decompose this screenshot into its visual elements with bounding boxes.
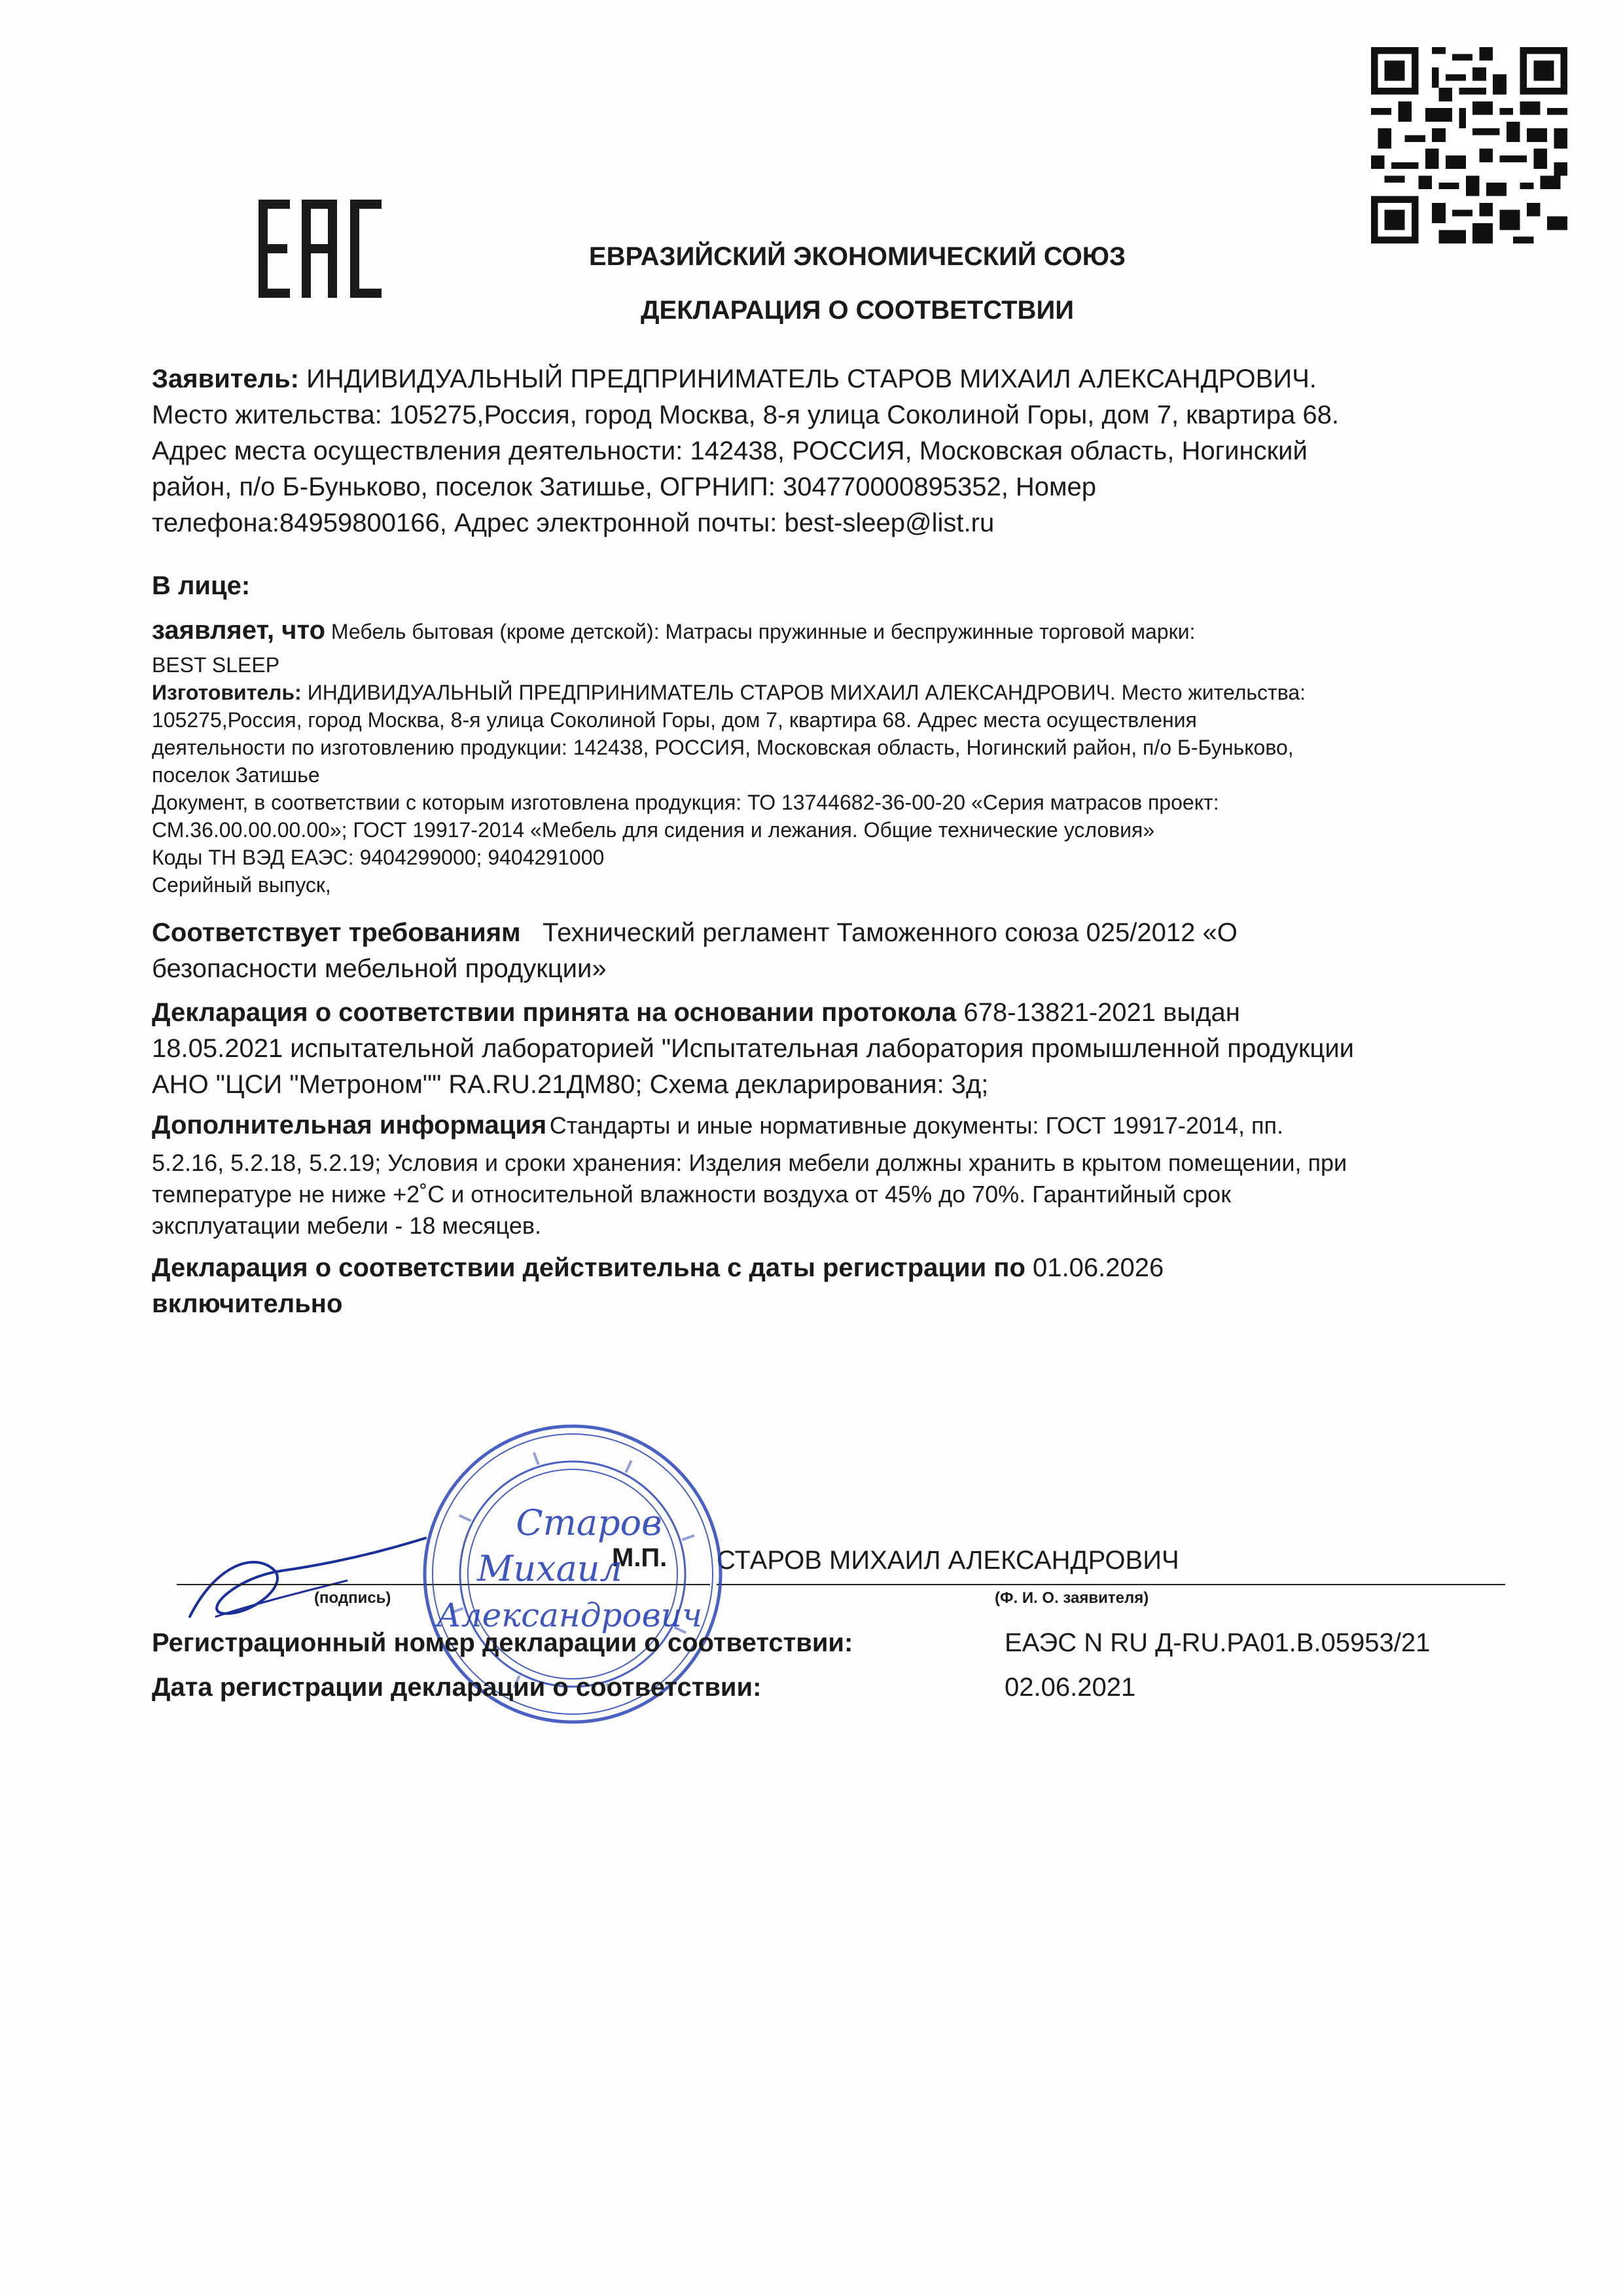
additional-label: Дополнительная информация xyxy=(152,1111,547,1139)
standard-document-cont: СМ.36.00.00.00.00»; ГОСТ 19917-2014 «Мебель для сидения и лежания. Общие технические условия» xyxy=(152,818,1155,842)
applicant-address-cont: район, п/о Б-Буньково, поселок Затишье, ОГРНИП: 304770000895352, Номер xyxy=(152,473,1097,501)
additional-standards: Стандарты и иные нормативные документы: ГОСТ 19917-2014, пп. xyxy=(549,1112,1283,1139)
validity-block xyxy=(152,1250,1513,1322)
hs-codes: Коды ТН ВЭД ЕАЭС: 9404299000; 9404291000 xyxy=(152,846,605,869)
union-title: ЕВРАЗИЙСКИЙ ЭКОНОМИЧЕСКИЙ СОЮЗ xyxy=(588,242,1126,271)
applicant-block xyxy=(152,361,1513,541)
manufacturer-label: Изготовитель: xyxy=(152,681,302,704)
additional-block xyxy=(152,1109,1513,1242)
applicant-name: ИНДИВИДУАЛЬНЫЙ ПРЕДПРИНИМАТЕЛЬ СТАРОВ МИХАИЛ АЛЕКСАНДРОВИЧ. xyxy=(306,365,1317,393)
compliance-block xyxy=(152,915,1513,987)
applicant-contacts: телефона:84959800166, Адрес электронной почты: best-sleep@list.ru xyxy=(152,509,995,537)
applicant-full-name: СТАРОВ МИХАИЛ АЛЕКСАНДРОВИЧ xyxy=(717,1546,1179,1575)
trademark: BEST SLEEP xyxy=(152,653,280,677)
compliance-label: Соответствует требованиям xyxy=(152,918,521,947)
tech-regulation: Технический регламент Таможенного союза 025/2012 «О xyxy=(542,918,1238,947)
applicant-label: Заявитель: xyxy=(152,365,299,393)
basis-block xyxy=(152,995,1513,1103)
document-title: ДЕКЛАРАЦИЯ О СООТВЕТСТВИИ xyxy=(641,296,1074,325)
manufacturer-address-cont: поселок Затишье xyxy=(152,763,320,787)
name-line xyxy=(717,1584,1505,1585)
seal-handwriting-2: Михаил xyxy=(477,1548,622,1589)
seal-handwriting-3: Александрович xyxy=(436,1596,703,1634)
protocol-number: 678-13821-2021 выдан xyxy=(963,998,1240,1027)
validity-inclusive: включительно xyxy=(152,1289,343,1318)
product-description: Мебель бытовая (кроме детской): Матрасы пружинные и беспружинные торговой марки: xyxy=(330,620,1196,643)
registration-date-label: Дата регистрации декларации о соответствии: xyxy=(152,1673,762,1702)
serial-release: Серийный выпуск, xyxy=(152,873,331,897)
manufacturer-residence: 105275,Россия, город Москва, 8-я улица Соколиной Горы, дом 7, квартира 68. Адрес места осуществления xyxy=(152,708,1197,732)
warranty-period: эксплуатации мебели - 18 месяцев. xyxy=(152,1212,541,1239)
lab-info-cont: АНО "ЦСИ "Метроном"" RA.RU.21ДМ80; Схема декларирования: 3д; xyxy=(152,1070,989,1099)
manufacturer-name: ИНДИВИДУАЛЬНЫЙ ПРЕДПРИНИМАТЕЛЬ СТАРОВ МИХАИЛ АЛЕКСАНДРОВИЧ. Место жительства: xyxy=(307,681,1306,704)
tech-regulation-cont: безопасности мебельной продукции» xyxy=(152,954,607,983)
applicant-address: Адрес места осуществления деятельности: 142438, РОССИЯ, Московская область, Ногинский xyxy=(152,437,1308,465)
standard-document: Документ, в соответствии с которым изготовлена продукция: ТО 13744682-36-00-20 «Серия матрасов проект: xyxy=(152,791,1219,814)
validity-label: Декларация о соответствии действительна с даты регистрации по xyxy=(152,1253,1026,1282)
registration-date: 02.06.2021 xyxy=(1005,1673,1136,1702)
registration-number-label: Регистрационный номер декларации о соответствии: xyxy=(152,1628,853,1657)
storage-conditions-cont: температуре не ниже +2˚С и относительной влажности воздуха от 45% до 70%. Гарантийный срок xyxy=(152,1181,1231,1208)
declares-label: заявляет, что xyxy=(152,616,325,645)
registration-number: ЕАЭС N RU Д-RU.РА01.В.05953/21 xyxy=(1005,1628,1431,1657)
manufacturer-address: деятельности по изготовлению продукции: 142438, РОССИЯ, Московская область, Ногинский район, п/о Б-Буньково, xyxy=(152,736,1294,759)
seal-handwriting-1: Старов xyxy=(516,1502,662,1543)
stamp-place-label: М.П. xyxy=(612,1543,668,1572)
declares-block xyxy=(152,615,1513,899)
applicant-residence: Место жительства: 105275,Россия, город Москва, 8-я улица Соколиной Горы, дом 7, квартира 68. xyxy=(152,401,1339,429)
storage-conditions: 5.2.16, 5.2.18, 5.2.19; Условия и сроки хранения: Изделия мебели должны хранить в крытом помещении, при xyxy=(152,1149,1347,1176)
name-caption: (Ф. И. О. заявителя) xyxy=(995,1589,1149,1607)
lab-info: 18.05.2021 испытательной лабораторией "Испытательная лаборатория промышленной продукции xyxy=(152,1034,1355,1063)
validity-date: 01.06.2026 xyxy=(1033,1253,1164,1282)
qr-code-icon xyxy=(1371,47,1567,243)
basis-label: Декларация о соответствии принята на основании протокола xyxy=(152,998,957,1027)
signature-caption: (подпись) xyxy=(314,1589,391,1607)
in-person-label: В лице: xyxy=(152,571,251,600)
